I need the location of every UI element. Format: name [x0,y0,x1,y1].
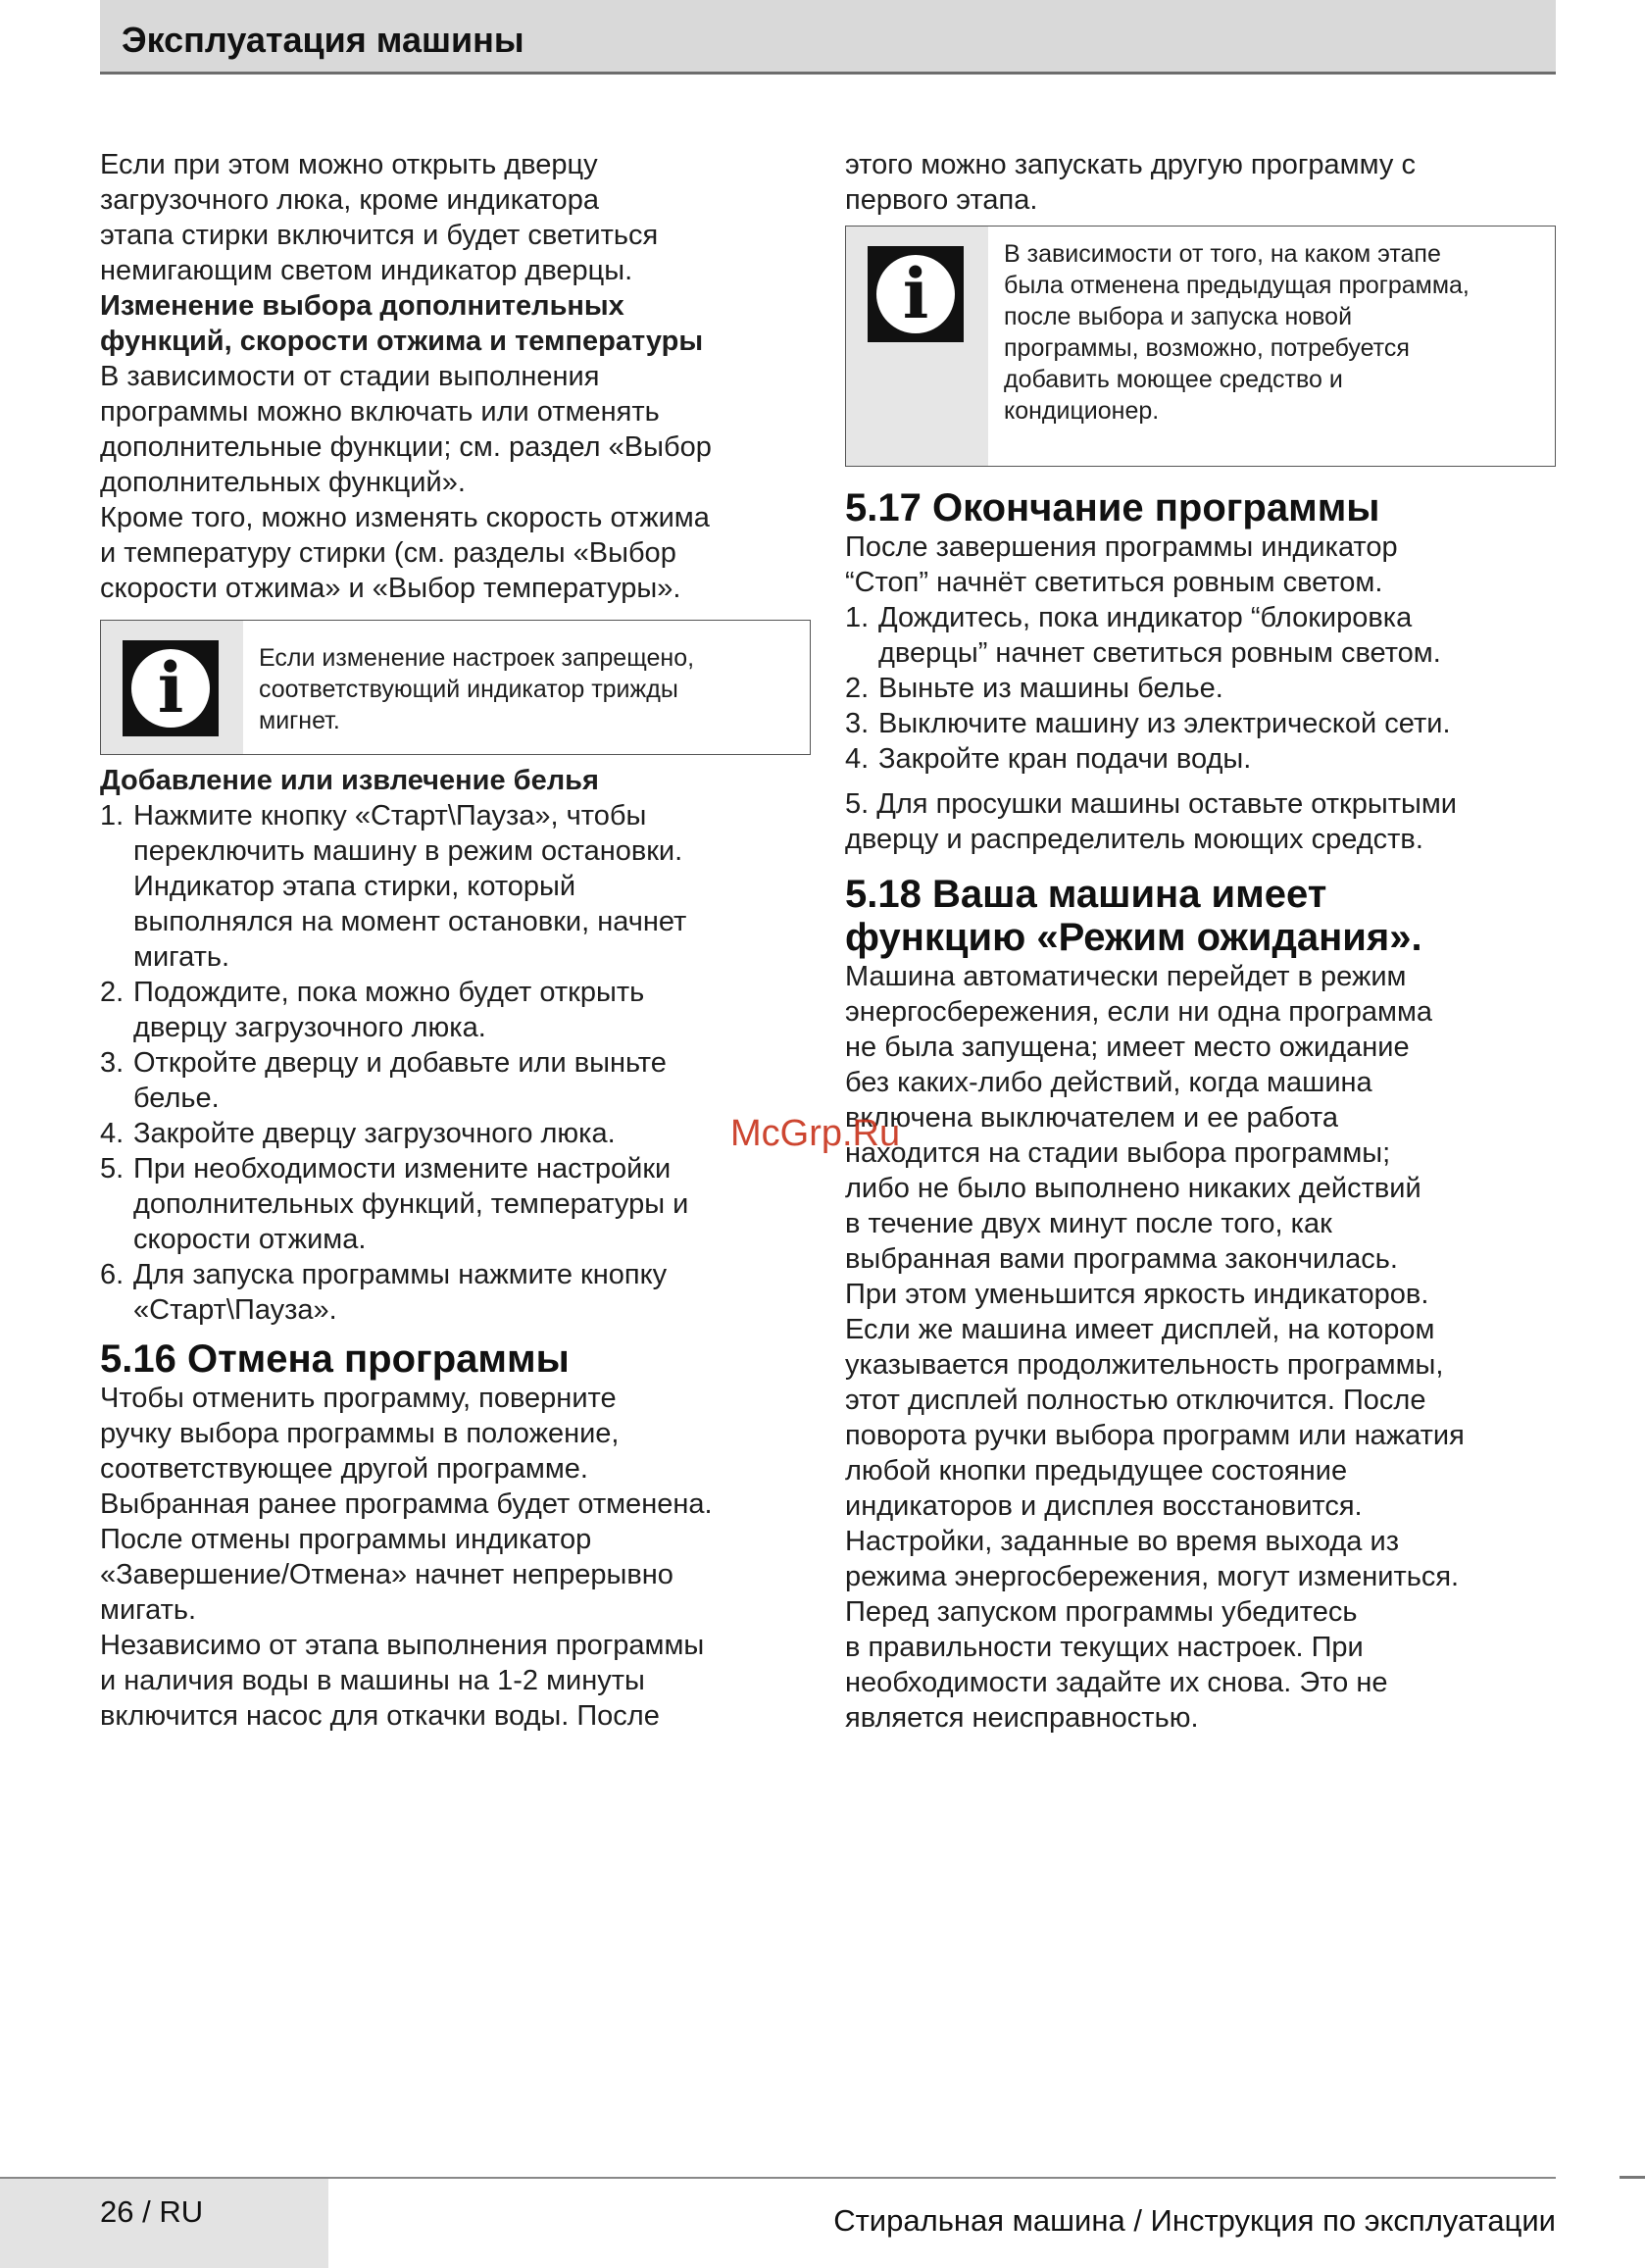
change-heading: Изменение выбора дополнительных функций, скорости отжима и температуры [100,290,704,357]
list-item: 2. Выньте из машины белье. [845,673,1223,704]
left-column [100,147,811,1734]
intro-paragraph: Если при этом можно открыть дверцу загрузочного люка, кроме индикатора этапа стирки включится и будет светиться немигающим светом индикатор дверцы. [100,149,659,286]
continuation-paragraph: этого можно запускать другую программу с первого этапа. [845,149,1416,216]
list-item: 4. Закройте кран подачи воды. [845,743,1252,775]
info-text: Если изменение настроек запрещено, соответствующий индикатор трижды мигнет. [259,644,695,734]
change-body-1: В зависимости от стадии выполнения программы можно включать или отменять дополнительные функции; см. раздел «Выбор дополнительных функций». [100,361,712,498]
section-518-title: 5.18 Ваша машина имеет функцию «Режим ожидания». [845,873,1422,959]
footer-tick [1620,2176,1645,2179]
header-bar [100,0,1556,75]
section-518-body: Машина автоматически перейдет в режим энергосбережения, если ни одна программа не была запущена; имеет место ожидание без каких-либо действий, когда машина включена выключателем и ее работа находится на стадии выбора программы; либо не было выполнено никаких действий в течение двух минут после того, как выбранная вами программа закончилась. При этом уменьшится яркость индикаторов. Если же машина имеет дисплей, на котором указывается продолжительность программы, этот дисплей полностью отключится. После поворота ручки выбора программ или нажатия любой кнопки предыдущее состояние индикаторов и дисплея восстановится. Настройки, заданные во время выхода из режима энергосбережения, могут измениться. Перед запуском программы убедитесь в правильности текущих настроек. При необходимости задайте их снова. Это не является неисправностью. [845,961,1465,1734]
list-item: 1. Дождитесь, пока индикатор “блокировка дверцы” начнет светиться ровным светом. [845,602,1441,669]
list-item: 1. Нажмите кнопку «Старт\Пауза», чтобы переключить машину в режим остановки. Индикатор этапа стирки, который выполнялся на момент остановки, начнет мигать. [100,800,687,973]
section-516-title: 5.16 Отмена программы [100,1337,570,1381]
list-item: 3. Выключите машину из электрической сети. [845,708,1451,739]
document-title: Стиральная машина / Инструкция по эксплуатации [833,2203,1556,2238]
right-column [845,147,1556,1736]
add-heading: Добавление или извлечение белья [100,765,599,796]
list-item: 2. Подождите, пока можно будет открыть дверцу загрузочного люка. [100,977,645,1043]
info-icon-cell [101,621,243,754]
list-item: 5. При необходимости измените настройки дополнительных функций, температуры и скорости отжима. [100,1153,689,1255]
info-icon: i [123,640,219,736]
end-steps-list [845,600,1556,777]
list-item: 6. Для запуска программы нажмите кнопку «Старт\Пауза». [100,1259,668,1326]
add-steps-list [100,798,811,1328]
info-box-detergent [845,226,1556,467]
section-517-title: 5.17 Окончание программы [845,486,1380,529]
change-body-2: Кроме того, можно изменять скорость отжима и температуру стирки (см. разделы «Выбор скорости отжима» и «Выбор температуры». [100,502,710,604]
section-517-step5: 5. Для просушки машины оставьте открытыми дверцу и распределитель моющих средств. [845,788,1457,855]
info-icon: i [868,246,964,342]
info-box-settings [100,620,811,755]
list-item: 3. Откройте дверцу и добавьте или выньте белье. [100,1047,667,1114]
info-icon-cell [846,227,988,466]
page-title: Эксплуатация машины [122,20,524,60]
watermark: McGrp.Ru [730,1113,901,1154]
info-text: В зависимости от того, на каком этапе была отменена предыдущая программа, после выбора и запуска новой программы, возможно, потребуется добавить моющее средство и кондиционер. [1004,240,1470,425]
section-517-intro: После завершения программы индикатор “Стоп” начнёт светиться ровным светом. [845,531,1398,598]
page-number: 26 / RU [100,2194,204,2229]
list-item: 4. Закройте дверцу загрузочного люка. [100,1118,616,1149]
section-516-body: Чтобы отменить программу, поверните ручку выбора программы в положение, соответствующее другой программе. Выбранная ранее программа будет отменена. После отмены программы индикатор «Завершение/Отмена» начнет непрерывно мигать. Независимо от этапа выполнения программы и наличия воды в машины на 1-2 минуты включится насос для откачки воды. После [100,1383,713,1732]
